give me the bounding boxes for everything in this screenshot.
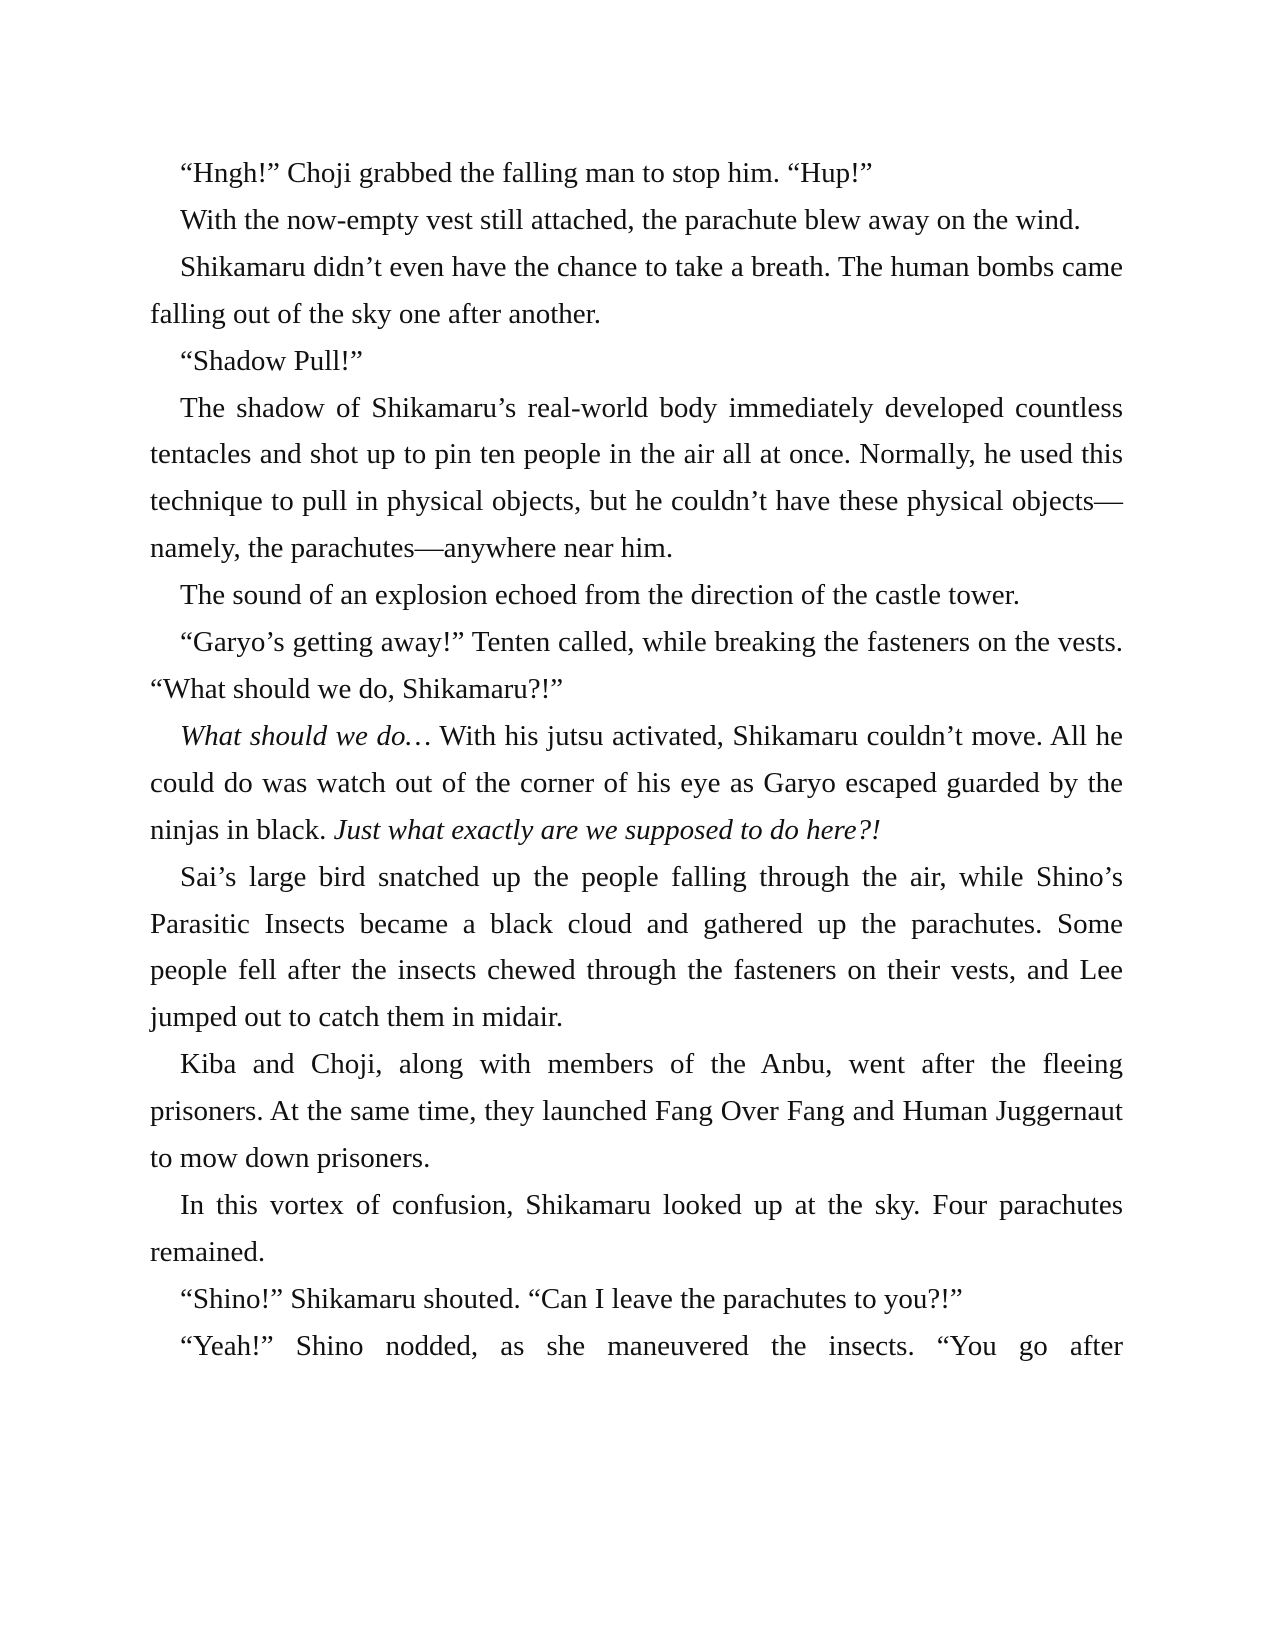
paragraph-text: “Shino!” Shikamaru shouted. “Can I leave the parachutes to you?!” bbox=[180, 1282, 963, 1315]
paragraph bbox=[150, 338, 1123, 385]
paragraph bbox=[150, 572, 1123, 619]
paragraph bbox=[150, 713, 1123, 854]
italic-thought: Just what exactly are we supposed to do here?! bbox=[333, 813, 881, 846]
paragraph-text: “Hngh!” Choji grabbed the falling man to stop him. “Hup!” bbox=[180, 157, 873, 189]
paragraph bbox=[150, 1182, 1123, 1276]
paragraph-text: “Yeah!” Shino nodded, as she maneuvered the insects. “You go after bbox=[180, 1329, 1123, 1362]
paragraph-text: The sound of an explosion echoed from the direction of the castle tower. bbox=[180, 579, 1020, 612]
paragraph bbox=[150, 619, 1123, 713]
paragraph-text: With the now-empty vest still attached, the parachute blew away on the wind. bbox=[180, 203, 1081, 236]
paragraph bbox=[150, 1041, 1123, 1182]
paragraph-text: With his jutsu activated, Shikamaru couldn’t move. All he could do was watch out of the corner of his eye as Garyo escaped guarded by the ninjas in black. bbox=[150, 719, 1123, 846]
paragraph bbox=[150, 854, 1123, 1042]
paragraph-text: Kiba and Choji, along with members of the Anbu, went after the fleeing prisoners. At the same time, they launched Fang Over Fang and Human Juggernaut to mow down prisoners. bbox=[150, 1048, 1123, 1175]
paragraph bbox=[150, 1323, 1123, 1370]
paragraph bbox=[150, 150, 1123, 197]
italic-thought: What should we do… bbox=[180, 719, 432, 752]
paragraph bbox=[150, 385, 1123, 573]
paragraph-text: “Garyo’s getting away!” Tenten called, while breaking the fasteners on the vests. “What should we do, Shikamaru?!” bbox=[150, 626, 1123, 705]
body-text bbox=[150, 150, 1123, 1370]
paragraph bbox=[150, 1276, 1123, 1323]
paragraph bbox=[150, 244, 1123, 338]
paragraph-text: In this vortex of confusion, Shikamaru looked up at the sky. Four parachutes remained. bbox=[150, 1188, 1123, 1268]
paragraph-text: Sai’s large bird snatched up the people falling through the air, while Shino’s Parasitic Insects became a black cloud and gathered up the parachutes. Some people fell after the insects chewed through the fasteners on their vests, and Lee jumped out to catch them in midair. bbox=[150, 860, 1123, 1034]
paragraph-text: Shikamaru didn’t even have the chance to take a breath. The human bombs came falling out of the sky one after another. bbox=[150, 250, 1123, 330]
paragraph-text: The shadow of Shikamaru’s real-world body immediately developed countless tentacles and shot up to pin ten people in the air all at once. Normally, he used this technique to pull in physical objects, but he couldn’t have these physical objects—namely, the parachutes—anywhere near him. bbox=[150, 391, 1123, 565]
paragraph-text: “Shadow Pull!” bbox=[180, 344, 363, 377]
paragraph bbox=[150, 197, 1123, 244]
